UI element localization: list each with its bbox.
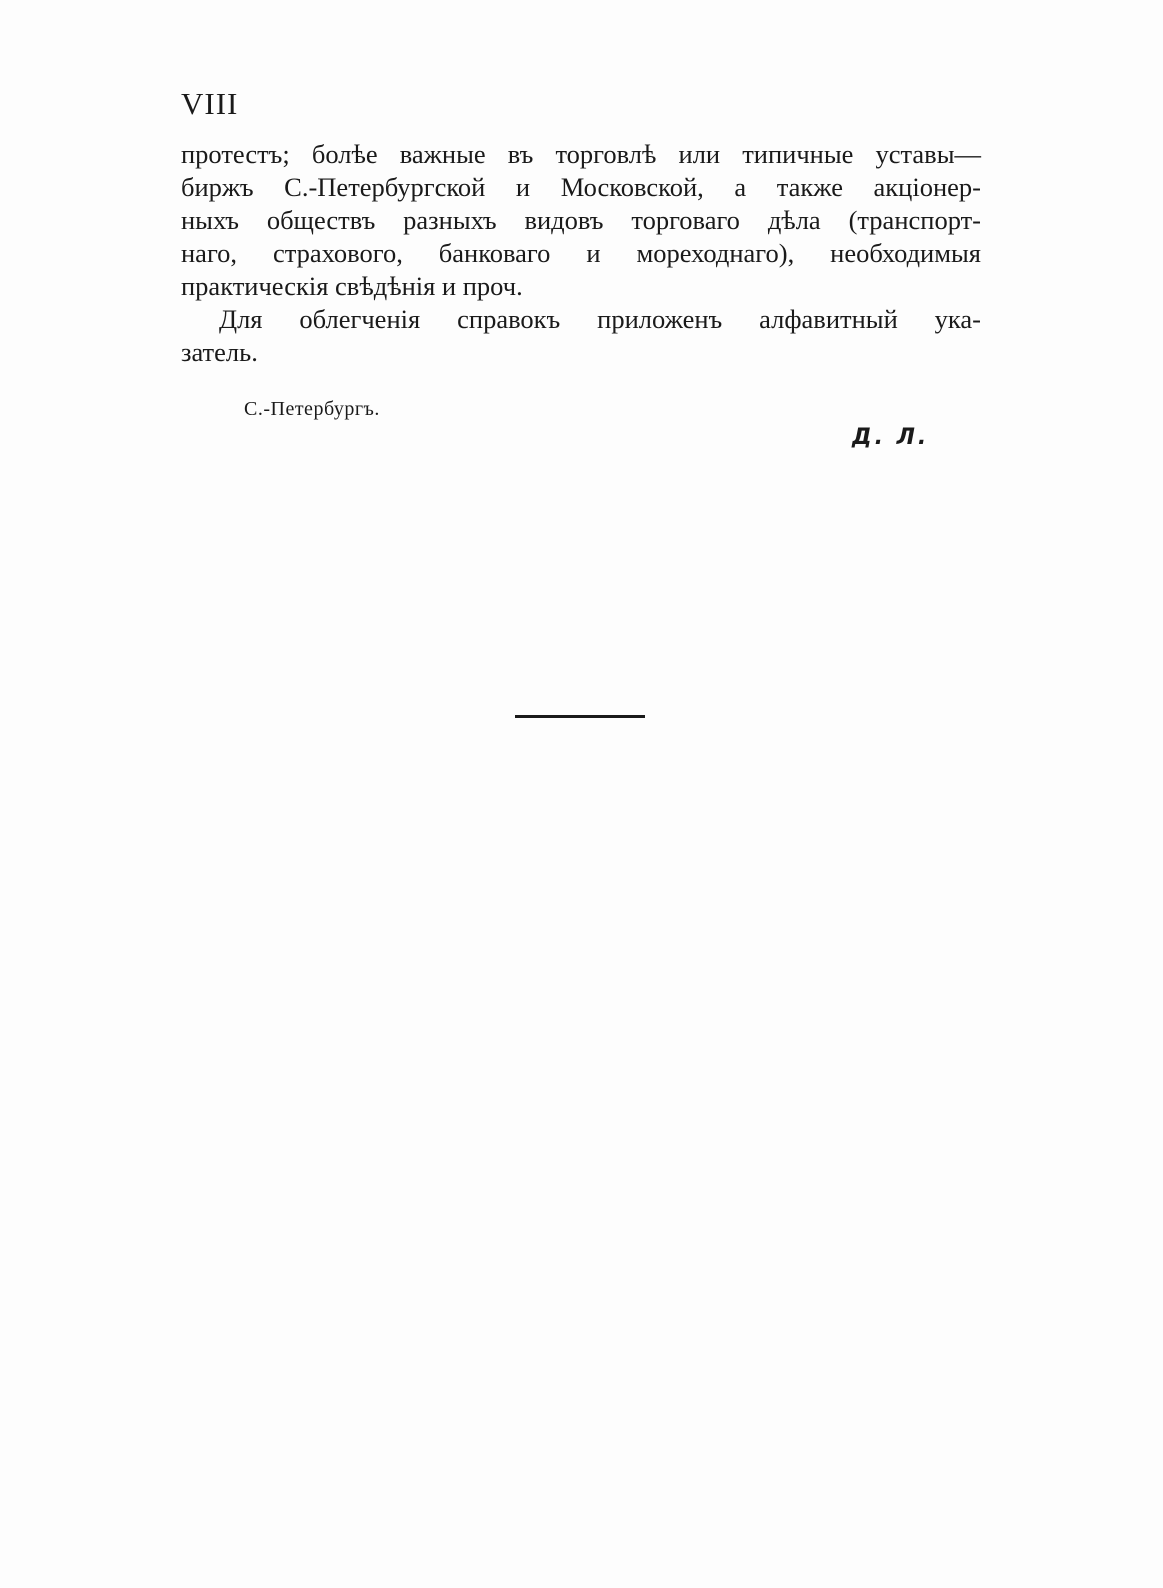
section-divider: [515, 715, 645, 718]
text-line: наго, страхового, банковаго и мореходнаго), необходимыя: [181, 238, 981, 268]
text-line: практическія свѣдѣнія и проч.: [181, 271, 523, 301]
place-of-publication: С.-Петербургъ.: [244, 398, 380, 420]
author-signature: Д. Л.: [852, 425, 930, 450]
text-line: протестъ; болѣе важные въ торговлѣ или типичные уставы—: [181, 139, 981, 169]
text-line: ныхъ обществъ разныхъ видовъ торговаго дѣла (транспорт-: [181, 205, 981, 235]
text-line: биржъ С.-Петербургской и Московской, а также акціонер-: [181, 172, 981, 202]
body-text: [181, 138, 981, 369]
page-number: VIII: [181, 86, 239, 121]
text-line: затель.: [181, 337, 258, 367]
text-line: Для облегченія справокъ приложенъ алфавитный ука-: [219, 304, 981, 334]
